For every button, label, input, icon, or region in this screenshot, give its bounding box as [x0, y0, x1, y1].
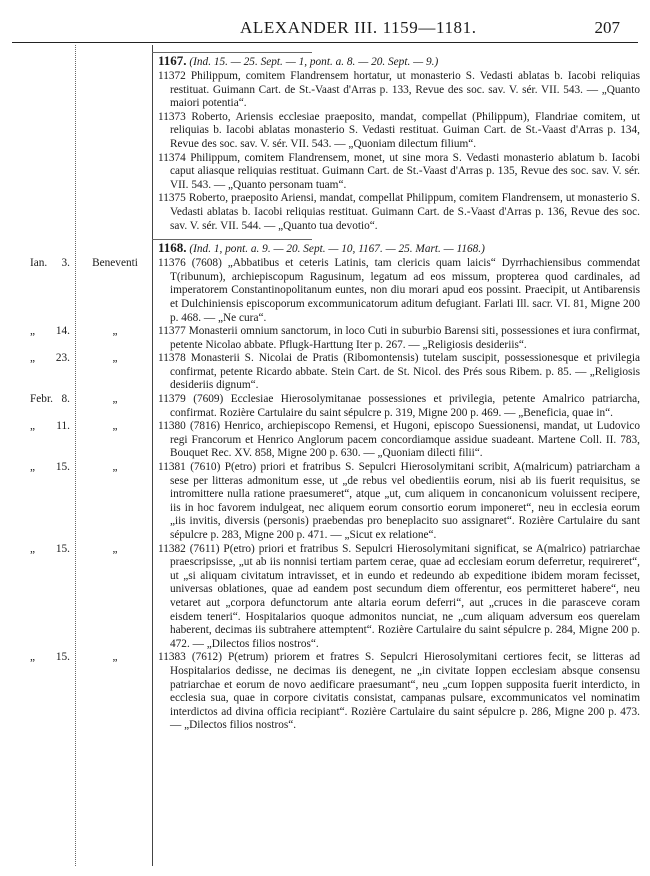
entry-month: „ [30, 461, 36, 474]
running-header [0, 14, 650, 42]
entry-text: 11373 Roberto, Ariensis ecclesiae praeposito, mandat, compellat (Philippum), Flandriae comitem, ut reliquias b. Iacobi ablatas monasterio S. Vedasti restituat. Guiman Cart. de St.-Vaast d'Arras p. 134, Revue des soc. sav. V. sér. VII. 543. — „Quoniam dilectum filium“. [158, 110, 640, 150]
register-entry [0, 420, 650, 461]
register-entry [0, 393, 650, 420]
register-entry [0, 325, 650, 352]
section-rule [152, 239, 312, 240]
entry-month: Ian. [30, 257, 48, 270]
entry-place: Beneventi [92, 257, 138, 270]
register-entry [0, 152, 650, 193]
entry-place: „ [112, 651, 118, 664]
entry-month: Febr. [30, 393, 53, 406]
page-number: 207 [594, 18, 620, 37]
header-rule [12, 42, 638, 43]
entry-place: „ [112, 352, 118, 365]
entry-day: 23. [55, 352, 70, 365]
entry-text: 11377 Monasterii omnium sanctorum, in loco Cuti in suburbio Barensi siti, possessiones et iura confirmat, petente Nicolao abbate. Pflugk-Harttung Iter p. 267. — „Religiosis desideriis“. [158, 325, 640, 351]
entry-day: 8. [61, 393, 70, 406]
section-gap [0, 233, 650, 239]
section-heading [158, 241, 628, 256]
section-indiction: (Ind. 15. — 25. Sept. — 1, pont. a. 8. — 20. Sept. — 9.) [189, 56, 439, 68]
regesta-body [0, 52, 650, 733]
entry-text: 11374 Philippum, comitem Flandrensem, monet, ut sine mora S. Vedasti monasterio ablatum b. Iacobi caput aliasque reliquias restituat. Guimann Cart. de St.-Vaast d'Arras p. 135, Revue des soc. sav. V. sér. VII. 543. — „Quanto personam tuam“. [158, 151, 640, 191]
entry-place: „ [112, 325, 118, 338]
entry-text: 11379 (7609) Ecclesiae Hierosolymitanae possessiones et privilegia, petente Amalrico patriarcha, confirmat. Rozière Cartulaire du saint sépulcre p. 319, Migne 200 p. 469. — „Beneficia, quae in“. [158, 393, 640, 419]
entry-day: 14. [55, 325, 70, 338]
entry-text: 11380 (7816) Henrico, archiepiscopo Remensi, et Hugoni, episcopo Suessionensi, mandat, ut Ludovico regi Francorum et Henrico Anglorum pacem concordiamque assidue suadeant. Martene Coll. II. 783, Bouquet Rec. XV. 858, Migne 200 p. 630. — „Quoniam dilecti filii“. [158, 420, 640, 460]
section-heading [158, 54, 628, 69]
section-indiction: (Ind. 1, pont. a. 9. — 20. Sept. — 10, 1167. — 25. Mart. — 1168.) [189, 243, 485, 256]
entry-month: „ [30, 352, 36, 365]
register-entry [0, 651, 650, 733]
entry-place: „ [112, 542, 118, 555]
entry-day: 15. [55, 461, 70, 474]
entry-text: 11383 (7612) P(etrum) priorem et fratres S. Sepulcri Hierosolymitani certiores fecit, se litteras ad Hospitalarios dedisse, ne decimas iis denegent, ne „in civitate Ioppen ecclesiam absque consensu patriarchae et eorum de novo aedificare praesumant“, neu „cum Ioppen supposita fuerit interdicto, in ecclesia sua, quae in corpore civitatis consistat, campanas pulsare, excommunicatos vel nominatim interdictos ad divina officia recipiant“. Rozière Cartulaire du saint sépulcre p. 286, Migne 200 p. 473. — „Dilectos filios nostros“. [158, 651, 640, 732]
register-entry [0, 543, 650, 652]
entry-place: „ [112, 420, 118, 433]
entry-month: „ [30, 325, 36, 338]
entry-text: 11372 Philippum, comitem Flandrensem hortatur, ut monasterio S. Vedasti ablatas b. Iacobi reliquias restituat. Guimann Cart. de St.-Vaast d'Arras p. 133, Revue des soc. sav. V. sér. VII. 543. — „Quanto maiori potentia“. [158, 70, 640, 110]
register-entry [0, 111, 650, 152]
entry-day: 15. [55, 542, 70, 555]
header-title: ALEXANDER III. 1159—1181. [240, 18, 477, 37]
entry-month: „ [30, 651, 36, 664]
entry-place: „ [112, 461, 118, 474]
entry-text: 11375 Roberto, praeposito Ariensi, mandat, compellat Philippum, comitem Flandrensem, ut monasterio S. Vedasti ablatas b. Iacobi reliquias restituat. Guimann Cart. de S.-Vaast d'Arras p. 136, Revue des soc. sav. V. sér. VII. 544. — „Quanto tua devotio“. [158, 192, 640, 232]
section-rule [152, 52, 312, 53]
register-entry [0, 257, 650, 325]
entry-place: „ [112, 393, 118, 406]
entry-text: 11376 (7608) „Abbatibus et ceteris Latinis, tam clericis quam laicis“ Dyrrhachiensibus commendat T(ribunum), archiepiscopum Ragusinum, legatum ad eos missum, propterea quod cardinales, ad imperatorem Constantinopolitanum euntes, non diu morari apud eos possint. Praecipit, ut Antibarensis et Dulchiniensis episcoporum excommunicatorum aditum defugiant. Farlati Ill. sacr. VI. 81, Migne 200 p. 468. — „Ne cura“. [158, 257, 640, 324]
entry-day: 15. [55, 651, 70, 664]
section-year: 1168. [158, 240, 187, 256]
register-entry [0, 461, 650, 543]
register-entry [0, 70, 650, 111]
entry-day: 3. [61, 257, 70, 270]
section-year: 1167. [158, 53, 187, 68]
entry-day: 11. [56, 420, 70, 433]
entry-text: 11381 (7610) P(etro) priori et fratribus S. Sepulcri Hierosolymitani scribit, A(malricum) patriarcham a sese per litteras admonitum esse, ut „de rebus vel obedientiis eorum, nisi ab iis fuerit requisitus, se intromittere nulla ratione praesumeret“, atque „ut, cum aliquem in concanonicum voluissent recipere, iis in hoc favorem indulgeat, nec aliquem eorum consortio eorum imponeret“, neu in ecclesia eorum „iis invitis, diversis (personis) praebendas pro beneplacito suo assignaret“. Rozière Cartulaire du sant sépulcre p. 283, Migne 200 p. 471. — „Sicut ex relatione“. [158, 461, 640, 541]
register-entry [0, 352, 650, 393]
entry-month: „ [30, 542, 36, 555]
entry-month: „ [30, 420, 36, 433]
register-entry [0, 192, 650, 233]
entry-text: 11378 Monasterii S. Nicolai de Pratis (Ribomontensis) tutelam suscipit, possessionesque et privilegia confirmat, petente Ricardo abbate. Stein Cart. de St. Nicol. des Prés sous Ribem. p. 85. — „Religiosis desideriis dignum“. [158, 352, 640, 392]
entry-text: 11382 (7611) P(etro) priori et fratribus S. Sepulcri Hierosolymitani significat, se A(malrico) patriarchae praescripsisse, „ut ab iis nonnisi tertiam partem cerae, quae ad ecclesiam eorum deferretur, requireret“, ut „si aliquam civitatum intravisset, et in eundo et redeundo ab expeditione ibidem moram fecisset, universas oblationes, quae ad eandem post secundum diem offerentur, eos permitteret habere“, neu vetaret aut „corpora defunctorum ante altaria eorum deferri“, aut „cruces in die parasceve coram eisdem teneri“. Hospitalarios quoque admonitos nunciat, ne „cum aliquam adversum eos querelam haberent, decimas iis subtrahere attemptent“. Rozière Cartulaire du saint sépulcre p. 284, Migne 200 p. 472. — „Dilectos filios nostros“. [158, 542, 640, 650]
